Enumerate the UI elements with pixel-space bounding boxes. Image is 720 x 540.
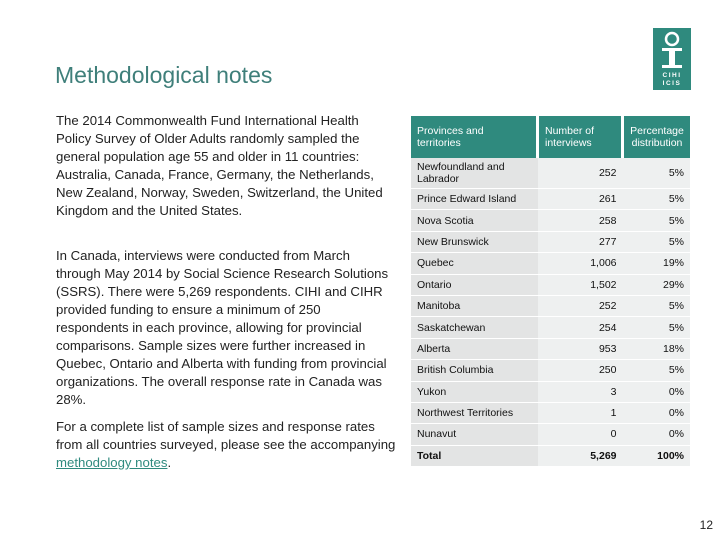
methodology-notes-link[interactable]: methodology notes [56, 455, 168, 470]
cell-number: 258 [538, 210, 623, 231]
cell-percent: 5% [623, 189, 691, 210]
cell-province: Nunavut [411, 424, 538, 445]
table-row [411, 189, 690, 210]
cell-number: 254 [538, 317, 623, 338]
cell-number: 277 [538, 231, 623, 252]
cell-province: Northwest Territories [411, 402, 538, 423]
interviews-table [411, 116, 690, 467]
cell-number: 261 [538, 189, 623, 210]
cell-number: 252 [538, 158, 623, 189]
cell-province: Yukon [411, 381, 538, 402]
table-row [411, 295, 690, 316]
cell-province: Ontario [411, 274, 538, 295]
logo-text-cihi: CIHI [662, 72, 682, 79]
cell-percent: 0% [623, 381, 691, 402]
table-row [411, 253, 690, 274]
cell-percent: 5% [623, 317, 691, 338]
methodology-text-end: . [167, 455, 172, 470]
intro-paragraph: The 2014 Commonwealth Fund International Health Policy Survey of Older Adults randomly sampled the general population age 55 and older in 11 countries: Australia, Canada, France, Germany, the Netherlands, New Zealand, Norway, Sweden, Switzerland, the United Kingdom and the United States. [56, 113, 383, 218]
cell-number: 0 [538, 424, 623, 445]
page-number: 12 [699, 518, 713, 532]
cell-percent: 0% [623, 402, 691, 423]
cell-province: British Columbia [411, 360, 538, 381]
cell-province: Nova Scotia [411, 210, 538, 231]
total-percent: 100% [623, 445, 691, 466]
cell-percent: 5% [623, 295, 691, 316]
table-total-row [411, 445, 690, 466]
cell-province: Newfoundland and Labrador [411, 158, 538, 189]
table-row [411, 274, 690, 295]
methodology-paragraph [56, 418, 396, 472]
cell-province: Alberta [411, 338, 538, 359]
cell-number: 953 [538, 338, 623, 359]
cell-province: New Brunswick [411, 231, 538, 252]
total-label: Total [411, 445, 538, 466]
table-row [411, 381, 690, 402]
cell-percent: 18% [623, 338, 691, 359]
table-row [411, 317, 690, 338]
cell-province: Manitoba [411, 295, 538, 316]
cell-percent: 5% [623, 158, 691, 189]
canada-paragraph: In Canada, interviews were conducted from March through May 2014 by Social Science Research Solutions (SSRS). There were 5,269 respondents. CIHI and CIHR provided funding to ensure a minimum of 250 respondents in each province, allowing for provincial comparisons. Sample sizes were further increased in Quebec, Ontario and Alberta with funding from provincial organizations. The overall response rate in Canada was 28%. [56, 248, 389, 407]
cihi-logo [653, 28, 691, 90]
cell-number: 1 [538, 402, 623, 423]
cihi-logo-icon [653, 28, 691, 90]
methodology-text: For a complete list of sample sizes and response rates from all countries surveyed, please see the accompanying [56, 419, 396, 452]
cell-percent: 0% [623, 424, 691, 445]
cell-percent: 29% [623, 274, 691, 295]
table-row [411, 231, 690, 252]
table-row [411, 424, 690, 445]
cell-percent: 5% [623, 210, 691, 231]
table-row [411, 402, 690, 423]
cell-number: 250 [538, 360, 623, 381]
header-provinces: Provinces and territories [411, 116, 538, 158]
cell-percent: 5% [623, 360, 691, 381]
table-row [411, 338, 690, 359]
cell-province: Quebec [411, 253, 538, 274]
logo-text-icis: ICIS [662, 80, 682, 87]
cell-number: 252 [538, 295, 623, 316]
cell-number: 1,006 [538, 253, 623, 274]
header-percent: Percentage distribution [623, 116, 691, 158]
table-row [411, 158, 690, 189]
cell-percent: 5% [623, 231, 691, 252]
cell-percent: 19% [623, 253, 691, 274]
table-header-row [411, 116, 690, 158]
header-number: Number of interviews [538, 116, 623, 158]
table-row [411, 360, 690, 381]
cell-number: 1,502 [538, 274, 623, 295]
total-number: 5,269 [538, 445, 623, 466]
page-title: Methodological notes [55, 62, 273, 88]
cell-number: 3 [538, 381, 623, 402]
cell-province: Prince Edward Island [411, 189, 538, 210]
table-row [411, 210, 690, 231]
cell-province: Saskatchewan [411, 317, 538, 338]
